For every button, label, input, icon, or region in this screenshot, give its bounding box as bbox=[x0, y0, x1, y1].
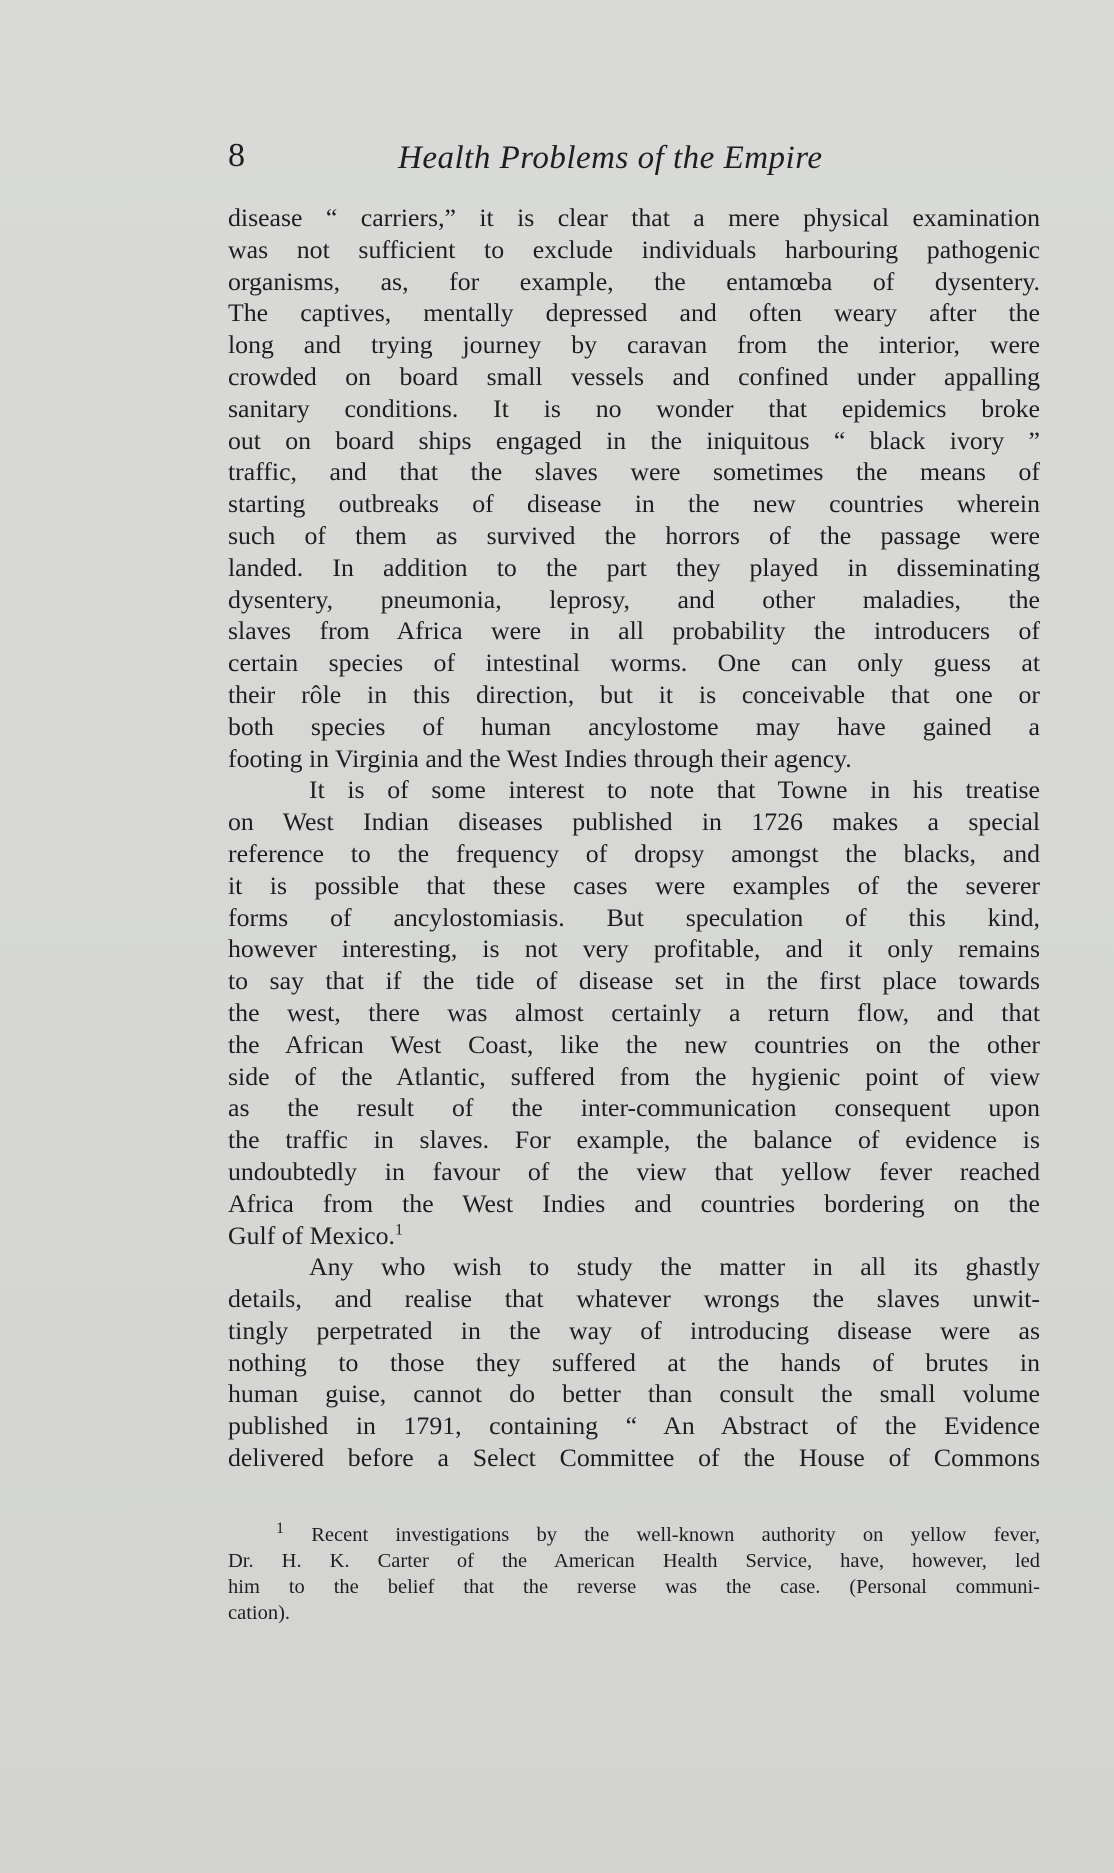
text-line: their rôle in this direction, but it is conceivable that one or bbox=[228, 679, 1040, 709]
text-line: landed. In addition to the part they played in disseminating bbox=[228, 552, 1040, 582]
footnote-line: Dr. H. K. Carter of the American Health Service, have, however, led bbox=[228, 1550, 1040, 1572]
text-line: published in 1791, containing “ An Abstract of the Evidence bbox=[228, 1411, 1040, 1441]
text-line: traffic, and that the slaves were sometimes the means of bbox=[228, 457, 1040, 487]
text-line: tingly perpetrated in the way of introducing disease were as bbox=[228, 1315, 1040, 1345]
text-line: forms of ancylostomiasis. But speculation of this kind, bbox=[228, 902, 1040, 932]
text-line-with-footnote-ref bbox=[228, 1220, 1040, 1252]
text-line: slaves from Africa were in all probability the introducers of bbox=[228, 616, 1040, 646]
text-line: Gulf of Mexico. bbox=[228, 1220, 395, 1250]
text-line: it is possible that these cases were examples of the severer bbox=[228, 870, 1040, 900]
text-line: organisms, as, for example, the entamœba of dysentery. bbox=[228, 266, 1040, 296]
text-line: the traffic in slaves. For example, the balance of evidence is bbox=[228, 1125, 1040, 1155]
page-number: 8 bbox=[228, 137, 245, 174]
text-line: starting outbreaks of disease in the new countries wherein bbox=[228, 489, 1040, 519]
footnote-reference: 1 bbox=[394, 1220, 403, 1238]
text-line: as the result of the inter-communication consequent upon bbox=[228, 1093, 1040, 1123]
footnote-line: cation). bbox=[228, 1602, 291, 1624]
footnote-marker: 1 bbox=[276, 1520, 284, 1538]
text-line: disease “ carriers,” it is clear that a mere physical examination bbox=[228, 203, 1040, 232]
text-line: however interesting, is not very profitable, and it only remains bbox=[228, 934, 1040, 964]
text-line: sanitary conditions. It is no wonder that epidemics broke bbox=[228, 393, 1040, 423]
footnote bbox=[228, 1522, 1040, 1626]
text-line: the west, there was almost certainly a return flow, and that bbox=[228, 997, 1040, 1027]
text-line: nothing to those they suffered at the hands of brutes in bbox=[228, 1347, 1040, 1377]
running-head bbox=[228, 134, 1040, 184]
text-line: to say that if the tide of disease set in the first place towards bbox=[228, 966, 1040, 996]
text-line: certain species of intestinal worms. One can only guess at bbox=[228, 648, 1040, 678]
text-line: delivered before a Select Committee of the House of Commons bbox=[228, 1443, 1040, 1473]
text-line: dysentery, pneumonia, leprosy, and other maladies, the bbox=[228, 584, 1040, 614]
body-text bbox=[228, 202, 1040, 1474]
text-line: details, and realise that whatever wrongs the slaves unwit- bbox=[228, 1284, 1040, 1314]
text-line: undoubtedly in favour of the view that yellow fever reached bbox=[228, 1156, 1040, 1186]
footnote-line bbox=[228, 1522, 1040, 1548]
text-line: both species of human ancylostome may have gained a bbox=[228, 711, 1040, 741]
text-line: the African West Coast, like the new countries on the other bbox=[228, 1029, 1040, 1059]
text-line: out on board ships engaged in the iniquitous “ black ivory ” bbox=[228, 425, 1040, 455]
text-line: reference to the frequency of dropsy amongst the blacks, and bbox=[228, 838, 1040, 868]
text-line: Africa from the West Indies and countries bordering on the bbox=[228, 1188, 1040, 1218]
text-line: side of the Atlantic, suffered from the hygienic point of view bbox=[228, 1061, 1040, 1091]
footnote-text: Recent investigations by the well-known authority on yellow fever, bbox=[311, 1524, 1041, 1546]
text-line: on West Indian diseases published in 1726 makes a special bbox=[228, 807, 1040, 837]
text-line: human guise, cannot do better than consult the small volume bbox=[228, 1379, 1040, 1409]
paragraph-start-line: Any who wish to study the matter in all its ghastly bbox=[309, 1252, 1040, 1282]
text-line: such of them as survived the horrors of the passage were bbox=[228, 520, 1040, 550]
paragraph-start-line: It is of some interest to note that Towne in his treatise bbox=[309, 775, 1040, 805]
running-title: Health Problems of the Empire bbox=[398, 140, 823, 176]
text-line: long and trying journey by caravan from the interior, were bbox=[228, 330, 1040, 360]
text-line: The captives, mentally depressed and often weary after the bbox=[228, 298, 1040, 328]
text-line: was not sufficient to exclude individuals harbouring pathogenic bbox=[228, 234, 1040, 264]
footnote-line: him to the belief that the reverse was the case. (Personal communi- bbox=[228, 1576, 1040, 1598]
text-line: crowded on board small vessels and confined under appalling bbox=[228, 361, 1040, 391]
text-line: footing in Virginia and the West Indies through their agency. bbox=[228, 743, 852, 773]
